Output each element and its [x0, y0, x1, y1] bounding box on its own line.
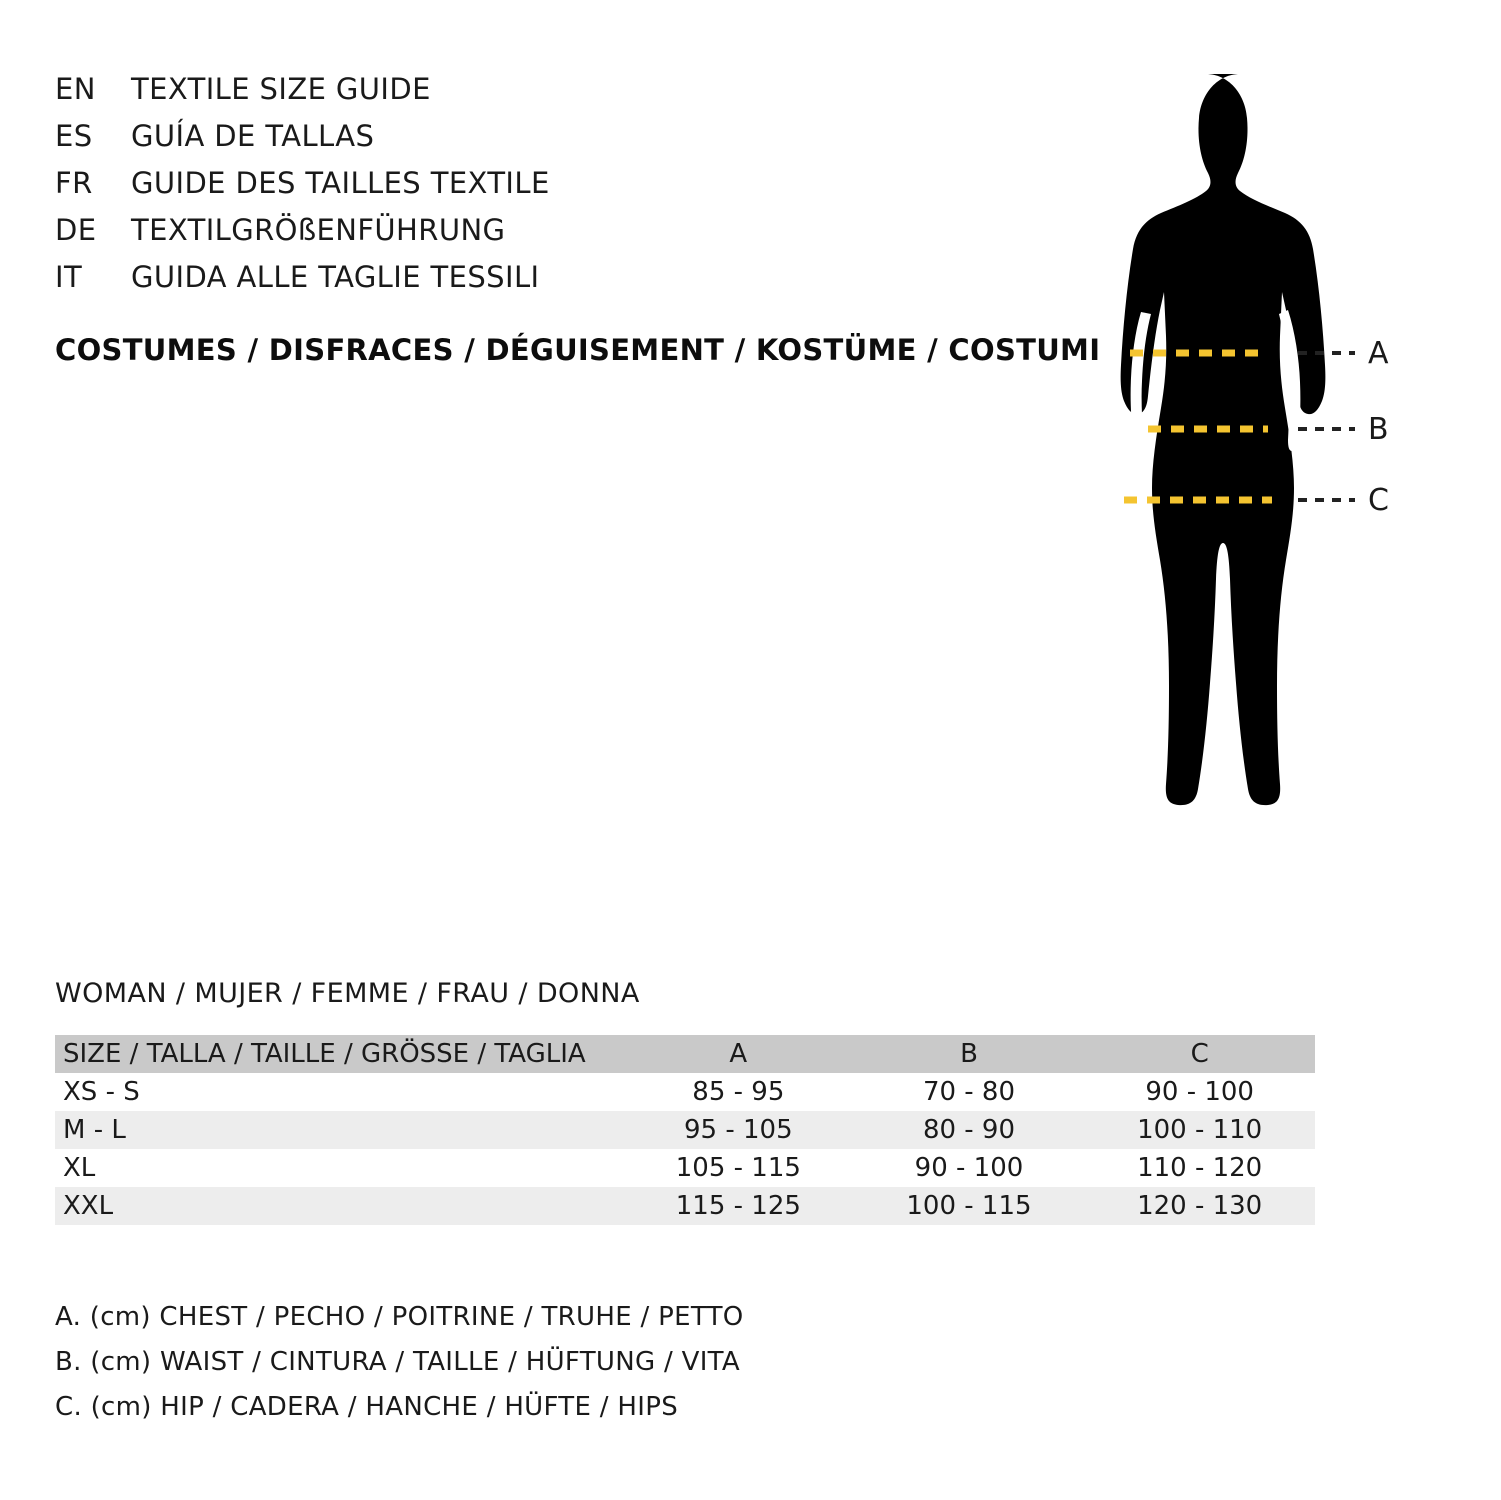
- cell-chest: 95 - 105: [684, 1115, 793, 1145]
- language-title-block: [55, 72, 1055, 307]
- woman-silhouette-icon: [1020, 60, 1460, 950]
- language-code: ES: [55, 119, 93, 153]
- language-code: EN: [55, 72, 96, 106]
- language-row: [55, 166, 1055, 213]
- size-table: [55, 1035, 1315, 1225]
- cell-waist: 80 - 90: [922, 1115, 1016, 1145]
- column-header-c: C: [1190, 1039, 1209, 1069]
- table-row: [55, 1187, 1315, 1225]
- language-code: DE: [55, 213, 97, 247]
- cell-hip: 90 - 100: [1145, 1077, 1254, 1107]
- cell-size: XXL: [63, 1191, 114, 1221]
- table-row: [55, 1111, 1315, 1149]
- language-row: [55, 260, 1055, 307]
- language-code: IT: [55, 260, 83, 294]
- cell-waist: 70 - 80: [922, 1077, 1016, 1107]
- cell-waist: 100 - 115: [906, 1191, 1032, 1221]
- column-header-size: SIZE / TALLA / TAILLE / GRÖSSE / TAGLIA: [63, 1039, 586, 1069]
- language-row: [55, 72, 1055, 119]
- cell-chest: 105 - 115: [675, 1153, 801, 1183]
- table-row: [55, 1073, 1315, 1111]
- cell-hip: 120 - 130: [1137, 1191, 1263, 1221]
- measure-label-b: B: [1368, 412, 1389, 447]
- cell-hip: 110 - 120: [1137, 1153, 1263, 1183]
- cell-chest: 115 - 125: [675, 1191, 801, 1221]
- language-row: [55, 213, 1055, 260]
- cell-hip: 100 - 110: [1137, 1115, 1263, 1145]
- language-code: FR: [55, 166, 93, 200]
- language-row: [55, 119, 1055, 166]
- language-title: GUIDA ALLE TAGLIE TESSILI: [131, 260, 540, 294]
- column-header-a: A: [729, 1039, 748, 1069]
- category-heading: COSTUMES / DISFRACES / DÉGUISEMENT / KOSTÜME / COSTUMI: [55, 333, 1101, 367]
- table-header-row: [55, 1035, 1315, 1073]
- legend-row-a: A. (cm) CHEST / PECHO / POITRINE / TRUHE / PETTO: [55, 1302, 744, 1332]
- figure-panel: [1020, 60, 1460, 950]
- measure-label-c: C: [1368, 483, 1389, 518]
- legend-block: [55, 1295, 744, 1430]
- column-header-b: B: [960, 1039, 978, 1069]
- cell-size: M - L: [63, 1115, 126, 1145]
- language-title: TEXTILE SIZE GUIDE: [131, 72, 431, 106]
- table-title: WOMAN / MUJER / FEMME / FRAU / DONNA: [55, 978, 640, 1009]
- language-title: GUÍA DE TALLAS: [131, 119, 375, 153]
- cell-size: XS - S: [63, 1077, 140, 1107]
- cell-chest: 85 - 95: [692, 1077, 785, 1107]
- measure-label-a: A: [1368, 336, 1389, 371]
- legend-row-c: C. (cm) HIP / CADERA / HANCHE / HÜFTE / HIPS: [55, 1392, 679, 1422]
- legend-row-b: B. (cm) WAIST / CINTURA / TAILLE / HÜFTUNG / VITA: [55, 1347, 740, 1377]
- cell-size: XL: [63, 1153, 96, 1183]
- table-row: [55, 1149, 1315, 1187]
- cell-waist: 90 - 100: [914, 1153, 1024, 1183]
- language-title: TEXTILGRÖßENFÜHRUNG: [131, 213, 506, 247]
- language-title: GUIDE DES TAILLES TEXTILE: [131, 166, 550, 200]
